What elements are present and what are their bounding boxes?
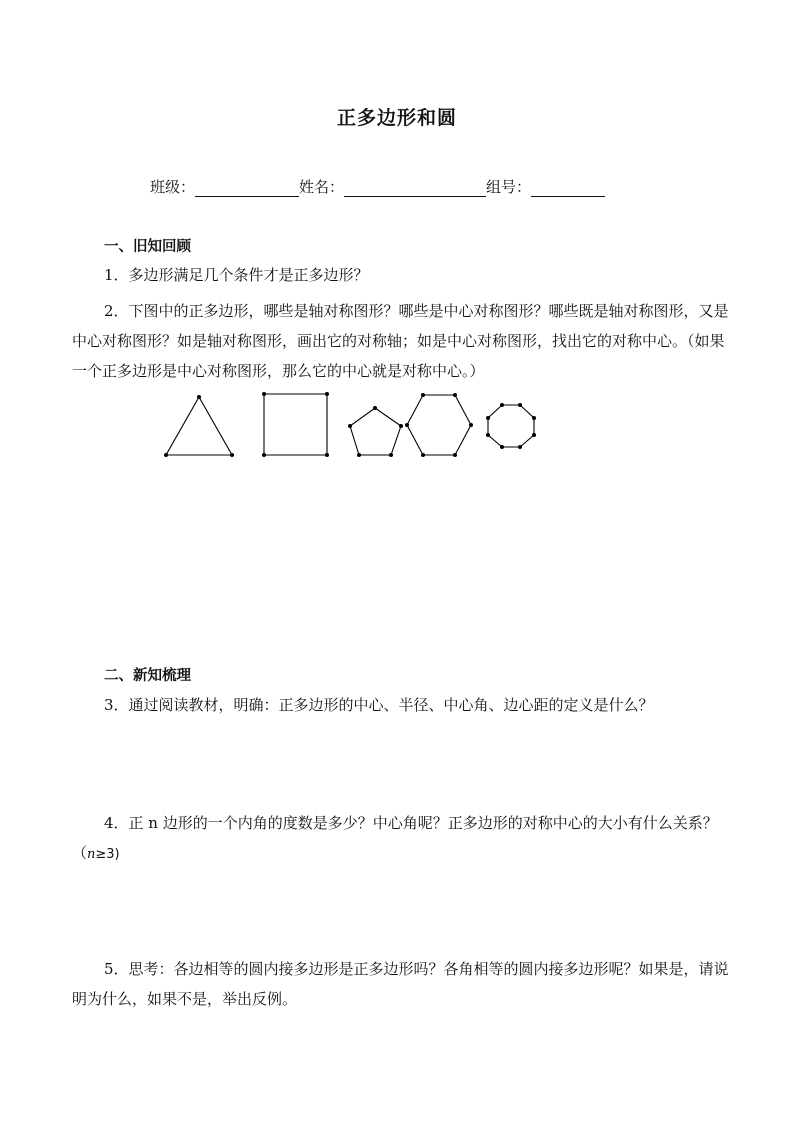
question-4-condition xyxy=(87,847,120,862)
class-blank[interactable] xyxy=(195,182,299,197)
question-3: 3．通过阅读教材，明确：正多边形的中心、半径、中心角、边心距的定义是什么？ xyxy=(104,696,654,714)
name-label: 姓名： xyxy=(299,178,345,196)
octagon-shape xyxy=(488,405,534,447)
square-shape xyxy=(264,394,327,455)
class-label: 班级： xyxy=(150,178,196,196)
student-info-line xyxy=(150,176,605,197)
question-1: 1．多边形满足几个条件才是正多边形？ xyxy=(104,266,369,284)
page-title: 正多边形和圆 xyxy=(336,107,457,129)
name-blank[interactable] xyxy=(344,182,486,197)
question-4 xyxy=(72,808,732,870)
question-4-text: 4．正 n 边形的一个内角的度数是多少？中心角呢？正多边形的对称中心的大小有什么关系？ xyxy=(104,814,718,832)
group-blank[interactable] xyxy=(531,182,605,197)
question-2: 2．下图中的正多边形，哪些是轴对称图形？哪些是中心对称图形？哪些既是轴对称图形，又是中心对称图形？如是轴对称图形，画出它的对称轴；如是中心对称图形，找出它的对称中心。（如果一个正多边形是中心对称图形，那么它的中心就是对称中心。） xyxy=(72,302,729,380)
variable-n: n xyxy=(87,847,96,862)
section-heading-review: 一、旧知回顾 xyxy=(104,238,191,255)
inequality: ≥3) xyxy=(95,847,120,862)
triangle-shape xyxy=(166,397,232,455)
polygon-vertices xyxy=(164,392,536,457)
group-label: 组号： xyxy=(486,178,532,196)
hexagon-shape xyxy=(407,395,471,455)
pentagon-shape xyxy=(350,408,401,455)
section-heading-new: 二、新知梳理 xyxy=(104,667,191,684)
regular-polygons-figure xyxy=(0,380,794,470)
question-5: 5．思考：各边相等的圆内接多边形是正多边形吗？各角相等的圆内接多边形呢？如果是，请说明为什么，如果不是，举出反例。 xyxy=(72,960,729,1008)
question-4-condition-open: （ xyxy=(72,844,88,862)
